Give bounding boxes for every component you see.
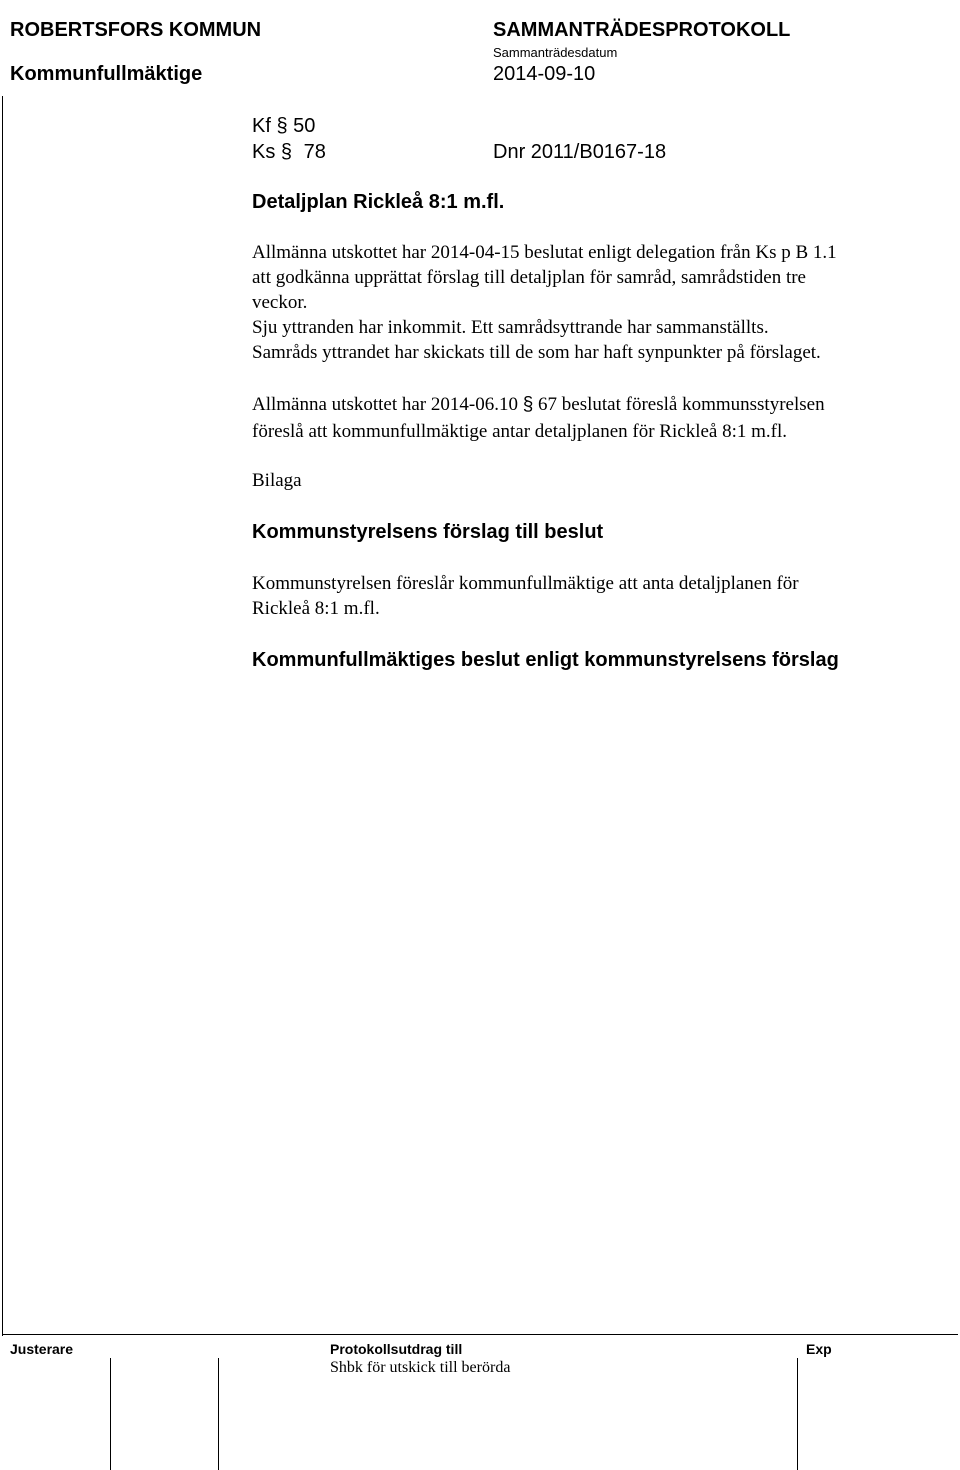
para2-line-2: föreslå att kommunfullmäktige antar detaljplanen för Rickleå 8:1 m.fl. — [252, 421, 787, 442]
footer-divider-2 — [218, 1358, 219, 1470]
para1-line-4: Sju yttranden har inkommit. Ett samrådsyttrande har sammanställts. — [252, 317, 769, 338]
kf-label: Kf — [252, 115, 271, 137]
footer-divider-1 — [110, 1358, 111, 1470]
document-type: SAMMANTRÄDESPROTOKOLL — [493, 19, 791, 41]
para1-line-5: Samråds yttrandet har skickats till de som har haft synpunkter på förslaget. — [252, 342, 821, 363]
date-label: Sammanträdesdatum — [493, 45, 618, 60]
footer-exp: Exp — [806, 1341, 832, 1357]
ks-reference — [252, 141, 326, 164]
para1-line-2: att godkänna upprättat förslag till detaljplan för samråd, samrådstiden tre — [252, 267, 806, 288]
footer-top-line — [2, 1334, 958, 1335]
footer-divider-3 — [797, 1358, 798, 1470]
ks-number: 78 — [303, 141, 326, 163]
para2-line-1 — [252, 394, 825, 416]
diary-number: Dnr 2011/B0167-18 — [493, 141, 667, 163]
para2-text-b: 67 beslutat föreslå kommunsstyrelsen — [538, 394, 825, 415]
municipality-name: ROBERTSFORS KOMMUN — [10, 19, 262, 41]
left-margin-line — [2, 96, 3, 1336]
para2-paragraph-symbol: § — [522, 394, 534, 415]
para2-text-a: Allmänna utskottet har 2014-06.10 — [252, 394, 518, 415]
footer-justerare: Justerare — [10, 1341, 74, 1357]
kf-number: 50 — [293, 115, 316, 137]
case-title: Detaljplan Rickleå 8:1 m.fl. — [252, 191, 505, 213]
footer-shbk: Shbk för utskick till berörda — [330, 1359, 511, 1376]
kf-decision-heading: Kommunfullmäktiges beslut enligt kommunstyrelsens förslag — [252, 649, 839, 671]
para1-line-1: Allmänna utskottet har 2014-04-15 beslutat enligt delegation från Ks p B 1.1 — [252, 242, 837, 263]
para1-line-3: veckor. — [252, 292, 308, 313]
ks-proposal-line-2: Rickleå 8:1 m.fl. — [252, 598, 380, 619]
ks-paragraph-symbol: § — [280, 141, 293, 163]
footer-protokollsutdrag: Protokollsutdrag till — [330, 1341, 463, 1357]
kf-reference — [252, 115, 315, 138]
kf-paragraph-symbol: § — [276, 115, 288, 137]
council-name: Kommunfullmäktige — [10, 63, 203, 85]
ks-proposal-line-1: Kommunstyrelsen föreslår kommunfullmäktige att anta detaljplanen för — [252, 573, 799, 594]
ks-label: Ks — [252, 141, 276, 163]
meeting-date: 2014-09-10 — [493, 63, 596, 85]
attachment-label: Bilaga — [252, 470, 302, 491]
ks-proposal-heading: Kommunstyrelsens förslag till beslut — [252, 521, 604, 543]
